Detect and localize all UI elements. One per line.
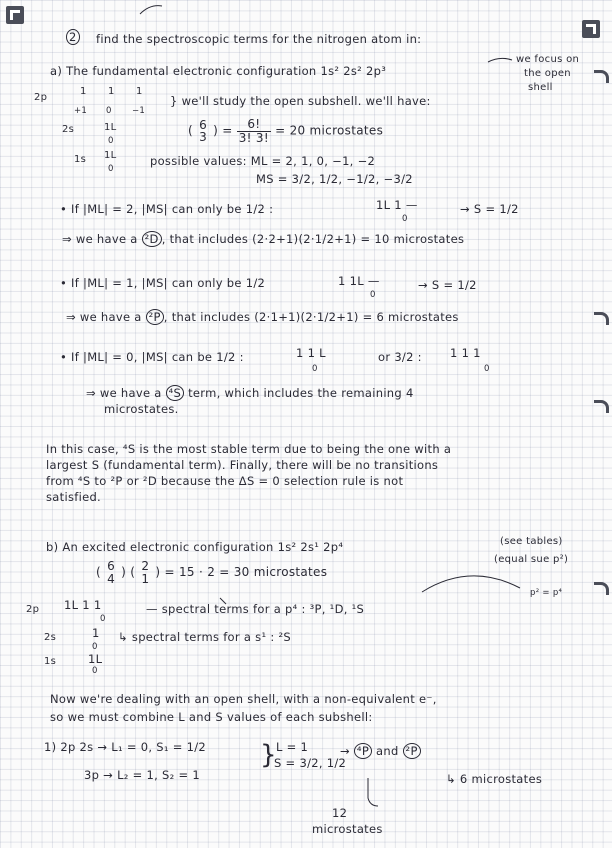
b-micro6: ↳ 6 microstates xyxy=(446,772,543,786)
b-orbital-2p: 2p xyxy=(26,604,40,615)
part-a-title: a) The fundamental electronic configuration 1s² 2s² 2p³ xyxy=(50,64,387,78)
case3-condition: • If |ML| = 0, |MS| can be 1/2 : xyxy=(60,350,244,364)
case2-condition: • If |ML| = 1, |MS| can only be 1/2 xyxy=(60,276,266,290)
case3-sub2: 0 xyxy=(484,364,490,374)
margin-hook-icon xyxy=(594,70,609,83)
possible-values-2: MS = 3/2, 1/2, −1/2, −3/2 xyxy=(256,172,413,186)
case3-sub1: 0 xyxy=(312,364,318,374)
b-s1config: 1L xyxy=(88,652,103,666)
part-b-title: b) An excited electronic configuration 1s² 2s¹ 2p⁴ xyxy=(46,540,344,554)
case3-config1: 1 1 L xyxy=(296,346,326,360)
orbital-pair: 1L xyxy=(104,150,117,161)
b-paragraph-2: so we must combine L and S values of each subshell: xyxy=(50,710,373,724)
b-orbital-2s: 2s xyxy=(44,632,57,643)
b-s-terms: ↳ spectral terms for a s¹ : ²S xyxy=(118,630,291,644)
ml-label: 0 xyxy=(106,106,112,116)
b-s1config-sub: 0 xyxy=(92,666,98,676)
b-paragraph-1: Now we're dealing with an open shell, with a non-equivalent e⁻, xyxy=(50,692,437,706)
case2-s: → S = 1/2 xyxy=(418,278,477,292)
case2-sub: 0 xyxy=(370,290,376,300)
ml-label: −1 xyxy=(132,106,146,116)
question-title: find the spectroscopic terms for the nitrogen atom in: xyxy=(96,32,422,46)
margin-hook-icon xyxy=(594,312,609,325)
orbital-arrow: 1 xyxy=(80,86,87,97)
orbital-label-1s: 1s xyxy=(74,154,87,165)
orbital-arrow: 1 xyxy=(108,86,115,97)
case1-condition: • If |ML| = 2, |MS| can only be 1/2 : xyxy=(60,202,274,216)
orbital-pair: 1L xyxy=(104,122,117,133)
orbital-sub: 0 xyxy=(108,136,114,146)
case1-config: 1L 1 — xyxy=(376,198,418,212)
p2-p4-note: p² = p⁴ xyxy=(530,588,563,598)
orbital-label-2p: 2p xyxy=(34,92,48,103)
conclusion-line-1: In this case, ⁴S is the most stable term due to being the one with a xyxy=(46,442,452,456)
conclusion-line-3: from ⁴S to ²P or ²D because the ΔS = 0 selection rule is not xyxy=(46,474,404,488)
see-tables-note: (see tables) xyxy=(500,536,563,547)
case3-or: or 3/2 : xyxy=(378,350,422,364)
open-shell-note-2: the open xyxy=(524,68,571,79)
case3-we-have-2: microstates. xyxy=(104,402,179,416)
case2-config: 1 1L — xyxy=(338,274,380,288)
case1-we-have: ⇒ we have a ²D , that includes (2·2+1)(2·1/2+1) = 10 microstates xyxy=(62,232,465,246)
case1-s: → S = 1/2 xyxy=(460,202,519,216)
b-sconfig: 1 xyxy=(92,626,100,640)
binomial: ( 6 3 ) = $\frac{6!}{3! 3!}$ = 20 microstates xyxy=(188,117,384,145)
b-sconfig-sub: 0 xyxy=(92,642,98,652)
case3-config2: 1 1 1 xyxy=(450,346,481,360)
notebook-corner-right-icon xyxy=(582,20,600,38)
open-shell-note-3: shell xyxy=(528,82,553,93)
b-brace-l: } xyxy=(260,740,277,770)
ml-label: +1 xyxy=(74,106,88,116)
b-micro12-label: microstates xyxy=(312,822,383,836)
b-brace-result-2: S = 3/2, 1/2 xyxy=(274,756,347,770)
margin-hook-icon xyxy=(594,400,609,413)
open-shell-note-1: we focus on xyxy=(516,54,580,65)
notebook-corner-icon xyxy=(6,6,24,24)
case1-sub: 0 xyxy=(402,214,408,224)
equal-note: (equal sue p²) xyxy=(494,554,569,565)
orbital-arrow: 1 xyxy=(136,86,143,97)
conclusion-line-2: largest S (fundamental term). Finally, there will be no transitions xyxy=(46,458,439,472)
question-number: 2 xyxy=(66,30,80,44)
b-p-terms: — spectral terms for a p⁴ : ³P, ¹D, ¹S xyxy=(146,602,365,616)
b-pconfig: 1L 1 1 xyxy=(64,598,102,612)
b-combine-line-2: 3p → L₂ = 1, S₂ = 1 xyxy=(84,768,201,782)
b-orbital-1s: 1s xyxy=(44,656,57,667)
margin-hook-icon xyxy=(594,582,609,595)
case3-we-have: ⇒ we have a ⁴S term, which includes the remaining 4 xyxy=(86,386,414,400)
b-combinatorics: ( 6 4 ) ( 2 1 ) = 15 · 2 = 30 microstates xyxy=(96,559,328,586)
b-brace-result-1: L = 1 xyxy=(276,740,309,754)
study-note: } we'll study the open subshell. we'll have: xyxy=(170,94,431,108)
b-combine-line-1: 1) 2p 2s → L₁ = 0, S₁ = 1/2 xyxy=(44,740,207,754)
conclusion-line-4: satisfied. xyxy=(46,490,102,504)
b-micro12: 12 xyxy=(332,806,348,820)
orbital-label-2s: 2s xyxy=(62,124,75,135)
possible-values-1: possible values: ML = 2, 1, 0, −1, −2 xyxy=(150,154,376,168)
b-pconfig-sub: 0 xyxy=(100,614,106,624)
case2-we-have: ⇒ we have a ²P , that includes (2·1+1)(2·1/2+1) = 6 microstates xyxy=(66,310,459,324)
orbital-sub: 0 xyxy=(108,164,114,174)
b-terms: → ⁴P and ²P xyxy=(340,744,421,758)
